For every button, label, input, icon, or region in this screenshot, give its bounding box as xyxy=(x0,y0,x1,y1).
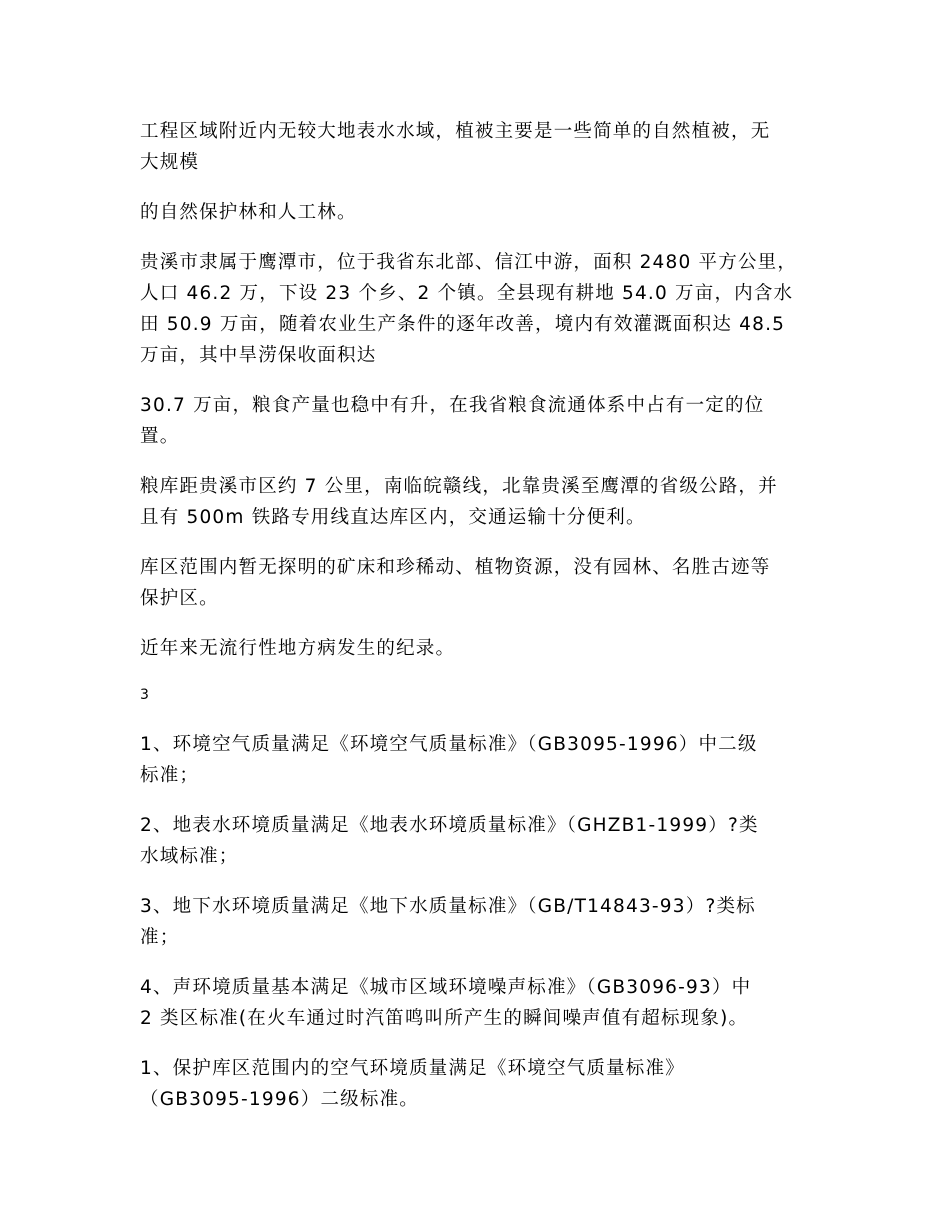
paragraph-protection-forest: 的自然保护林和人工林。 xyxy=(140,202,357,223)
paragraph-guixi-overview: 贵溪市隶属于鹰潭市，位于我省东北部、信江中游，面积 2480 平方公里， 人口 46.2 万，下设 23 个乡、2 个镇。全县现有耕地 54.0 万亩，内含水 田 50.9 万亩，随着农业生产条件的逐年改善，境内有效灌溉面积达 48.5 万亩，其中旱涝保收面积达 xyxy=(140,252,798,366)
standard-air-quality: 1、环境空气质量满足《环境空气质量标准》（GB3095-1996）中二级 标准； xyxy=(140,734,758,786)
standard-protect-air: 1、保护库区范围内的空气环境质量满足《环境空气质量标准》 （GB3095-1996）二级标准。 xyxy=(140,1058,685,1110)
paragraph-endemic-disease: 近年来无流行性地方病发生的纪录。 xyxy=(140,638,456,659)
standard-noise: 4、声环境质量基本满足《城市区域环境噪声标准》（GB3096-93）中 2 类区标准(在火车通过时汽笛鸣叫所产生的瞬间噪声值有超标现象)。 xyxy=(140,977,752,1029)
paragraph-granary-location: 粮库距贵溪市区约 7 公里，南临皖赣线，北靠贵溪至鹰潭的省级公路，并 且有 500m 铁路专用线直达库区内，交通运输十分便利。 xyxy=(140,476,778,528)
page-number: 3 xyxy=(140,687,149,703)
document-page xyxy=(140,116,820,1134)
standard-surface-water: 2、地表水环境质量满足《地表水环境质量标准》（GHZB1-1999）?类 水域标准； xyxy=(140,815,759,867)
paragraph-surface-water: 工程区域附近内无较大地表水水域，植被主要是一些简单的自然植被，无 大规模 xyxy=(140,121,771,173)
paragraph-grain-production: 30.7 万亩，粮食产量也稳中有升，在我省粮食流通体系中占有一定的位 置。 xyxy=(140,395,765,447)
paragraph-resources: 库区范围内暂无探明的矿床和珍稀动、植物资源，没有园林、名胜古迹等 保护区。 xyxy=(140,557,771,609)
standard-groundwater: 3、地下水环境质量满足《地下水质量标准》（GB/T14843-93）?类标 准； xyxy=(140,896,756,948)
